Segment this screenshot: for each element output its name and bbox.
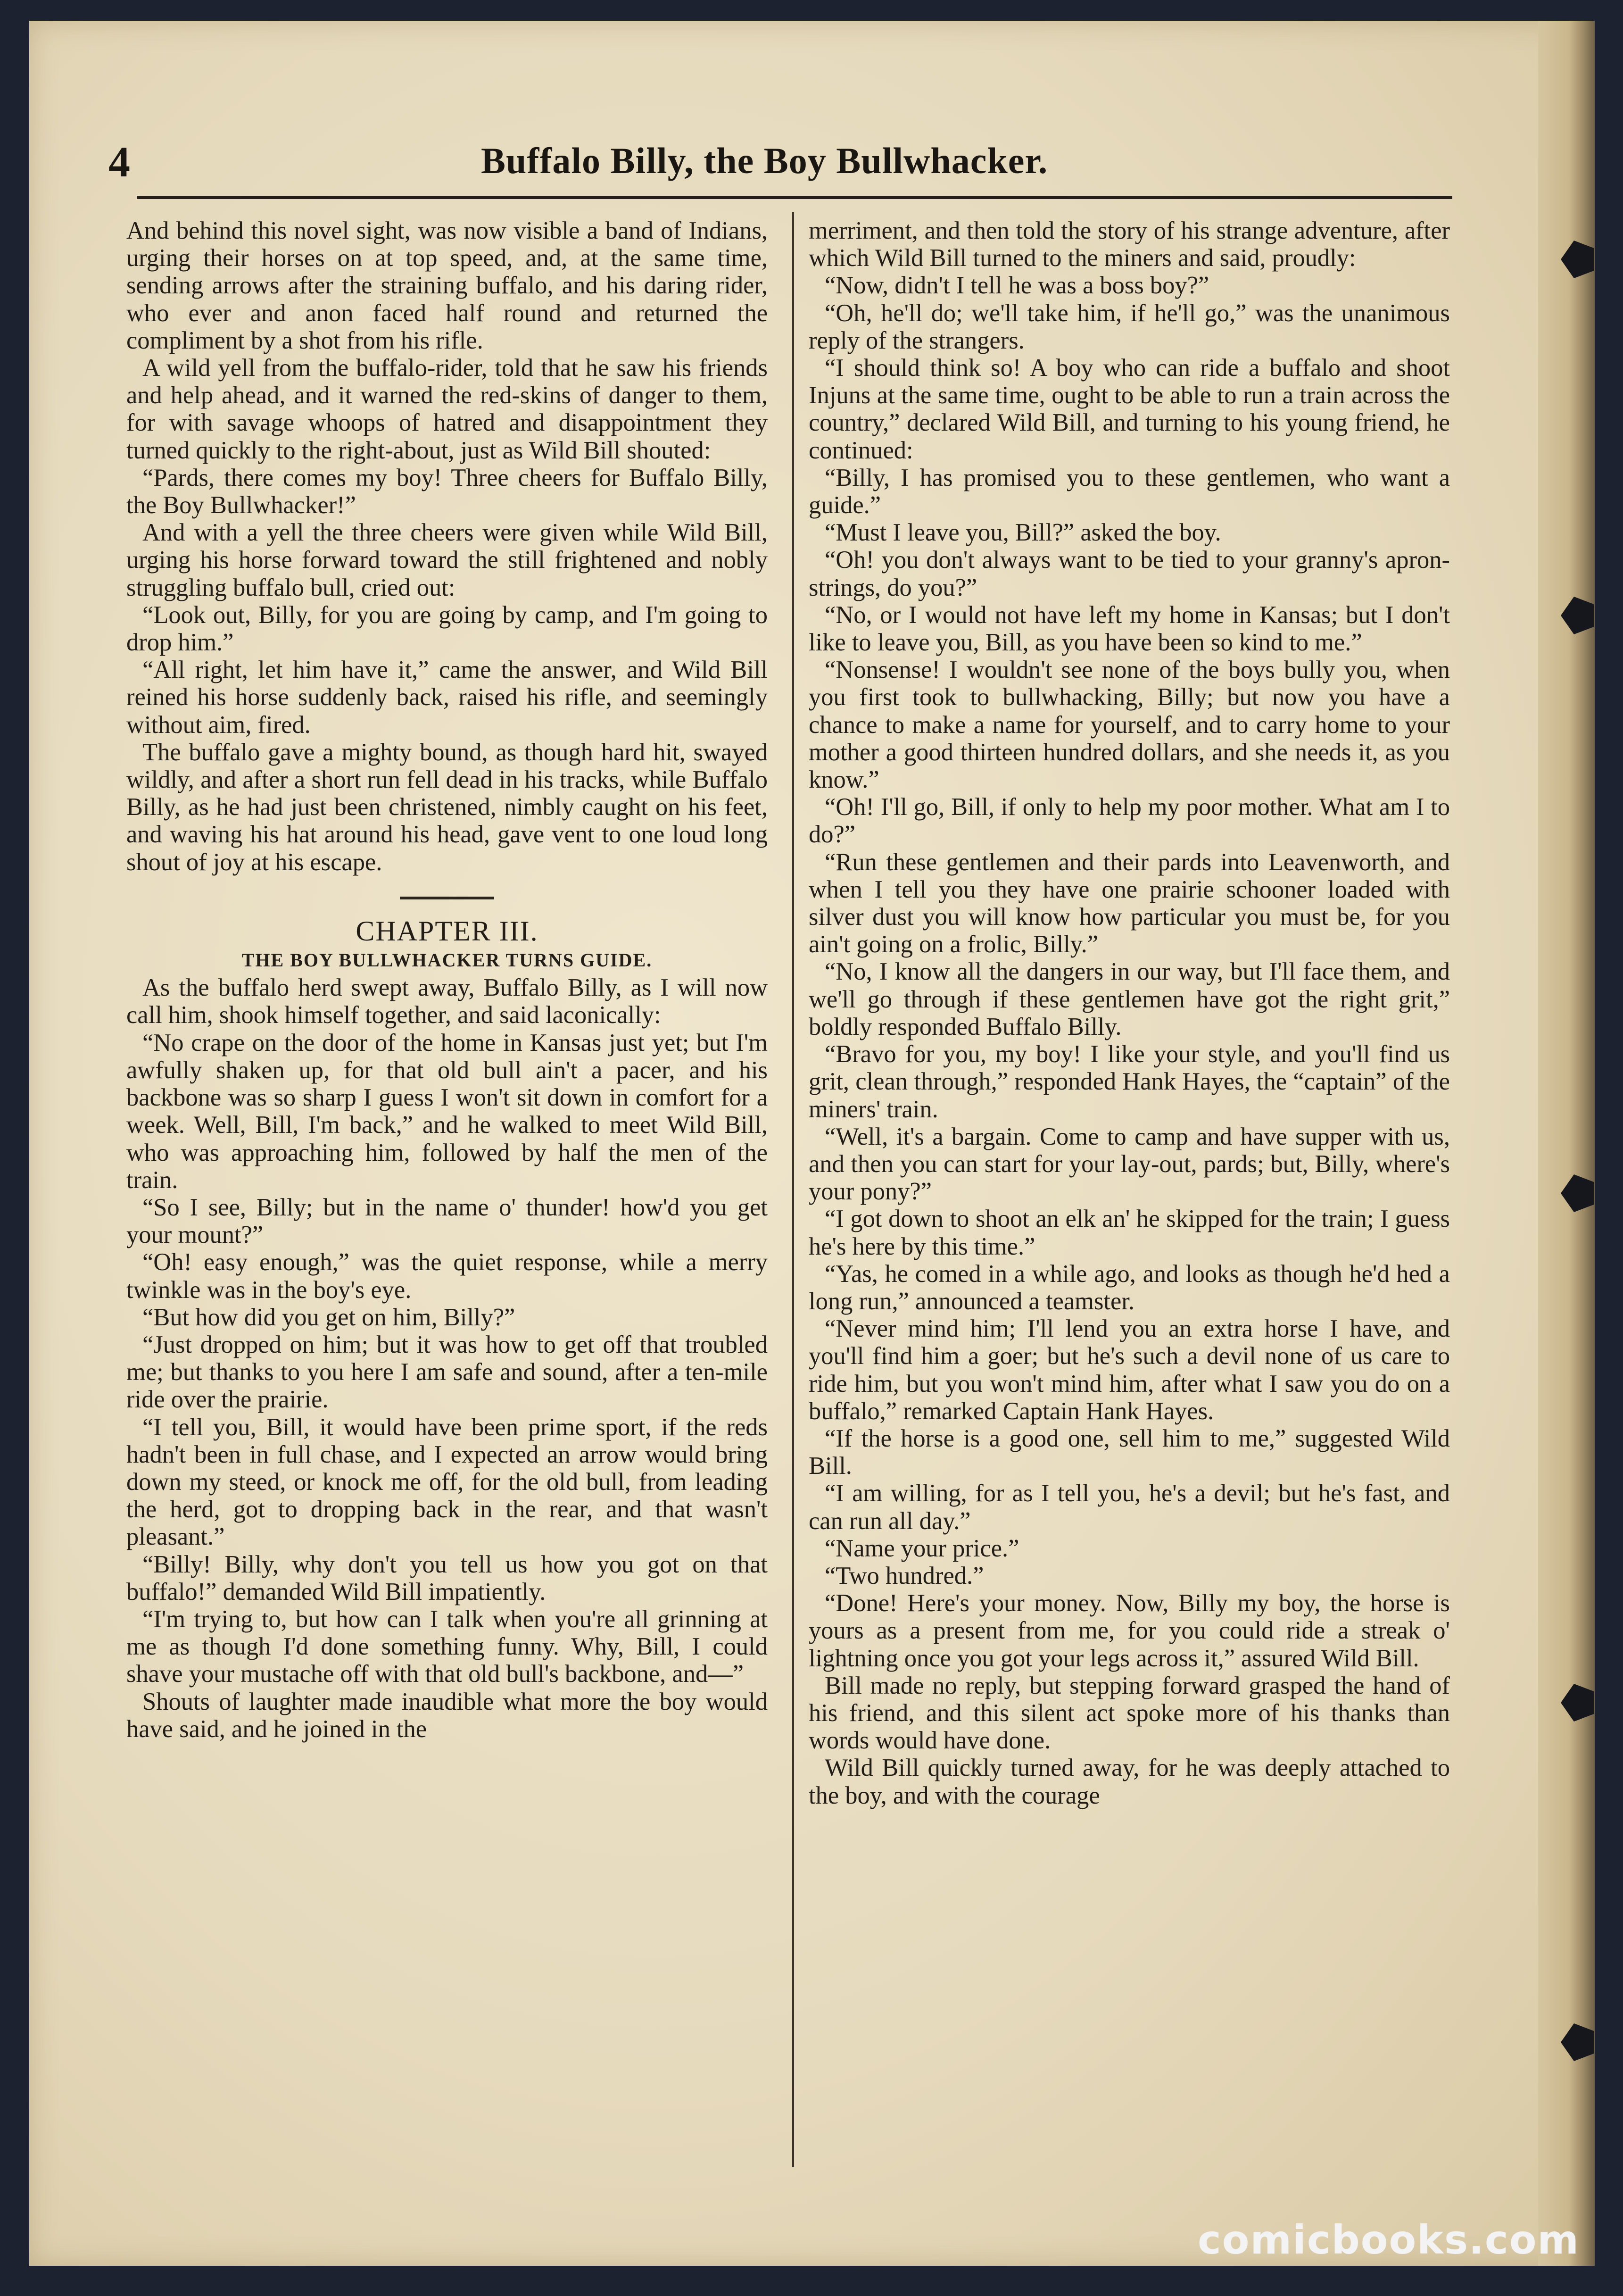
chapter-title: CHAPTER III. <box>356 915 538 947</box>
paragraph: “Just dropped on him; but it was how to get off that troubled me; but thanks to you here I am safe and sound, after a ten-mile ride over the prairie. <box>126 1331 768 1414</box>
page-spine <box>1538 21 1595 2266</box>
paragraph: “Pards, there comes my boy! Three cheers for Buffalo Billy, the Boy Bullwhacker!” <box>126 464 768 519</box>
paragraph: The buffalo gave a mighty bound, as though hard hit, swayed wildly, and after a short run fell dead in his tracks, while Buffalo Billy, as he had just been christened, nimbly caught on his feet, and waving his hat around his head, gave vent to one loud long shout of joy at his escape. <box>126 738 768 876</box>
left-column <box>126 217 768 1743</box>
paragraph: “I should think so! A boy who can ride a buffalo and shoot Injuns at the same time, ought to be able to run a train across the country,” declared Wild Bill, and turning to his young friend, he continued: <box>809 354 1450 464</box>
paragraph: “I'm trying to, but how can I talk when you're all grinning at me as though I'd done something funny. Why, Bill, I could shave your mustache off with that old bull's backbone, and—” <box>126 1605 768 1688</box>
paragraph: “But how did you get on him, Billy?” <box>142 1303 515 1331</box>
page-number: 4 <box>108 138 130 186</box>
paragraph: “So I see, Billy; but in the name o' thunder! how'd you get your mount?” <box>126 1193 768 1249</box>
paragraph: A wild yell from the buffalo-rider, told that he saw his friends and help ahead, and it warned the red-skins of danger to them, for with savage whoops of hatred and disappointment they turned quickly to the right-about, just as Wild Bill shouted: <box>126 354 768 464</box>
paragraph: And behind this novel sight, was now visible a band of Indians, urging their horses on at top speed, and, at the same time, sending arrows after the straining buffalo, and his daring rider, who ever and anon faced half round and returned the compliment by a shot from his rifle. <box>126 217 768 354</box>
paragraph: “Nonsense! I wouldn't see none of the boys bully you, when you first took to bullwhacking, Billy; but now you have a chance to make a name for yourself, and to carry home to your mother a good thirteen hundred dollars, and she needs it, as you know.” <box>809 656 1450 794</box>
paragraph: “Done! Here's your money. Now, Billy my boy, the horse is yours as a present from me, for you could ride a streak o' lightning once you got your legs across it,” assured Wild Bill. <box>809 1589 1450 1672</box>
paragraph: “Never mind him; I'll lend you an extra horse I have, and you'll find him a goer; but he's such a devil none of us care to ride him, but you won't mind him, after what I saw you do on a buffalo,” remarked Captain Hank Hayes. <box>809 1315 1450 1425</box>
paragraph: “All right, let him have it,” came the answer, and Wild Bill reined his horse suddenly back, raised his rifle, and seemingly without aim, fired. <box>126 656 768 739</box>
chapter-divider-rule <box>400 897 494 899</box>
paragraph: “Bravo for you, my boy! I like your style, and you'll find us grit, clean through,” responded Hank Hayes, the “captain” of the miners' train. <box>809 1040 1450 1123</box>
paragraph: And with a yell the three cheers were given while Wild Bill, urging his horse forward toward the still frightened and nobly struggling buffalo bull, cried out: <box>126 519 768 601</box>
paragraph: merriment, and then told the story of his strange adventure, after which Wild Bill turned to the miners and said, proudly: <box>809 217 1450 272</box>
paragraph: “Look out, Billy, for you are going by camp, and I'm going to drop him.” <box>126 601 768 657</box>
header-rule <box>137 196 1452 199</box>
paragraph: “No, or I would not have left my home in Kansas; but I don't like to leave you, Bill, as you have been so kind to me.” <box>809 601 1450 657</box>
paragraph: “Billy, I has promised you to these gentlemen, who want a guide.” <box>809 464 1450 519</box>
paragraph: “Oh! easy enough,” was the quiet response, while a merry twinkle was in the boy's eye. <box>126 1248 768 1304</box>
paragraph: “I tell you, Bill, it would have been prime sport, if the reds hadn't been in full chase, and I expected an arrow would bring down my steed, or knock me off, for the old bull, from leading the herd, got to dropping back in the rear, and that wasn't pleasant.” <box>126 1413 768 1551</box>
paragraph: Bill made no reply, but stepping forward grasped the hand of his friend, and this silent act spoke more of his thanks than words would have done. <box>809 1672 1450 1755</box>
watermark: comicbooks.com <box>1198 2217 1580 2263</box>
paragraph: “Run these gentlemen and their pards into Leavenworth, and when I tell you they have one prairie schooner loaded with silver dust you will know how particular you must be, for you ain't going on a frolic, Billy.” <box>809 848 1450 958</box>
chapter-subtitle: THE BOY BULLWHACKER TURNS GUIDE. <box>241 949 653 971</box>
running-title: Buffalo Billy, the Boy Bullwhacker. <box>481 140 1048 181</box>
paragraph: “Two hundred.” <box>825 1562 984 1589</box>
paragraph: “Yas, he comed in a while ago, and looks as though he'd hed a long run,” announced a teamster. <box>809 1260 1450 1315</box>
paragraph: “Billy! Billy, why don't you tell us how you got on that buffalo!” demanded Wild Bill impatiently. <box>126 1550 768 1606</box>
paragraph: Shouts of laughter made inaudible what more the boy would have said, and he joined in the <box>126 1688 768 1743</box>
paragraph: Wild Bill quickly turned away, for he was deeply attached to the boy, and with the courage <box>809 1754 1450 1809</box>
paragraph: “Oh! you don't always want to be tied to your granny's apron-strings, do you?” <box>809 546 1450 601</box>
paragraph: “No crape on the door of the home in Kansas just yet; but I'm awfully shaken up, for that old bull ain't a pacer, and his backbone was so sharp I guess I won't sit down in comfort for a week. Well, Bill, I'm back,” and he walked to meet Wild Bill, who was approaching him, followed by half the men of the train. <box>126 1029 768 1194</box>
paragraph: “Name your price.” <box>825 1534 1019 1562</box>
paragraph: “No, I know all the dangers in our way, but I'll face them, and we'll go through if these gentlemen have got the right grit,” boldly responded Buffalo Billy. <box>809 958 1450 1040</box>
paragraph: “Oh, he'll do; we'll take him, if he'll go,” was the unanimous reply of the strangers. <box>809 299 1450 354</box>
paragraph: “Must I leave you, Bill?” asked the boy. <box>825 519 1221 547</box>
paragraph: “Now, didn't I tell he was a boss boy?” <box>825 272 1209 299</box>
left-column-text-before-chapter <box>126 217 768 876</box>
paragraph: “Well, it's a bargain. Come to camp and have supper with us, and then you can start for your lay-out, pards; but, Billy, where's your pony?” <box>809 1123 1450 1206</box>
paragraph: “Oh! I'll go, Bill, if only to help my poor mother. What am I to do?” <box>809 793 1450 849</box>
left-column-text-after-chapter <box>126 974 768 1743</box>
page-header <box>108 137 1452 193</box>
column-divider <box>792 212 794 2167</box>
paragraph: “If the horse is a good one, sell him to me,” suggested Wild Bill. <box>809 1424 1450 1480</box>
paragraph: As the buffalo herd swept away, Buffalo Billy, as I will now call him, shook himself together, and said laconically: <box>126 974 768 1029</box>
right-column <box>809 217 1450 1809</box>
paragraph: “I got down to shoot an elk an' he skipped for the train; I guess he's here by this time.” <box>809 1205 1450 1260</box>
paragraph: “I am willing, for as I tell you, he's a devil; but he's fast, and can run all day.” <box>809 1480 1450 1535</box>
